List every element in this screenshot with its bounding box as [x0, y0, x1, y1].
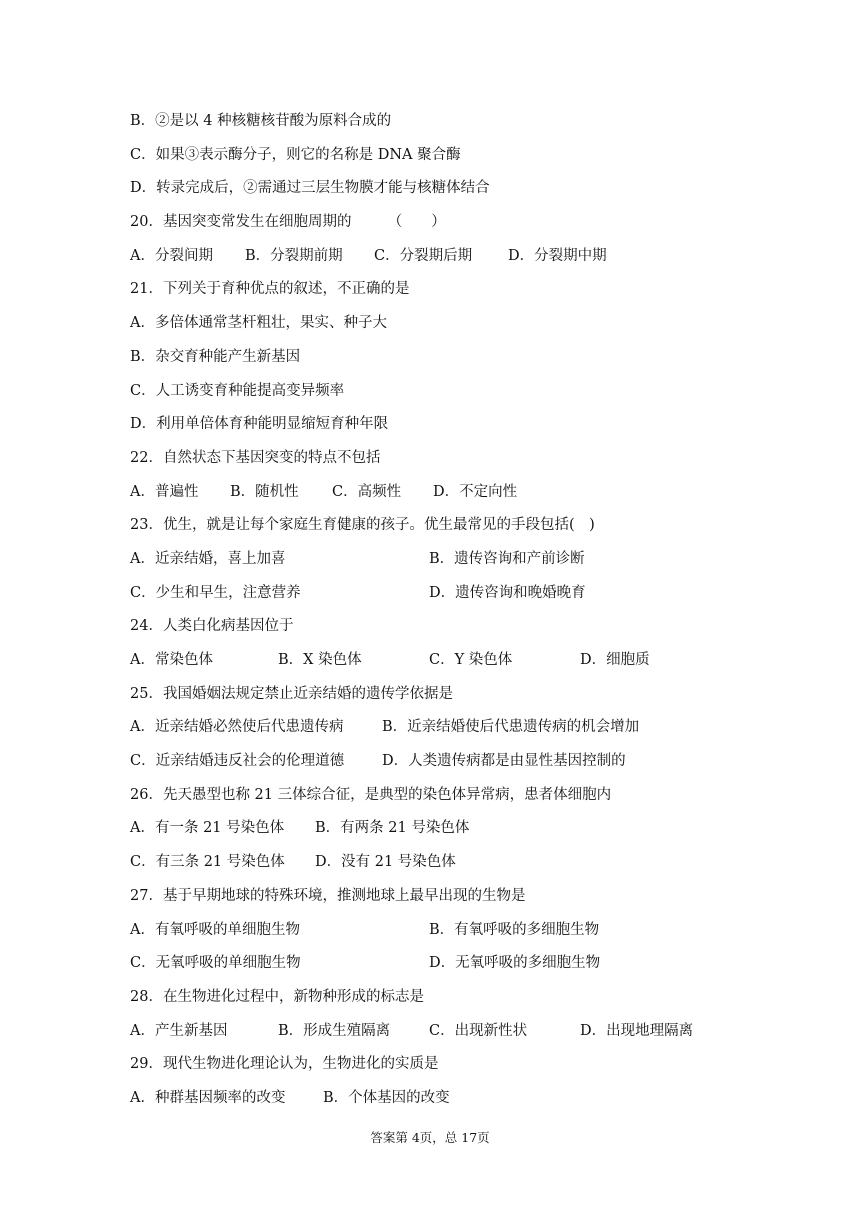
option-choice: B．有氧呼吸的多细胞生物 — [429, 921, 600, 938]
question-stem — [130, 986, 770, 1020]
question-stem — [130, 1053, 770, 1087]
options-row — [130, 649, 770, 683]
question-content — [130, 110, 770, 1121]
option-choice: D．出现地理隔离 — [580, 1022, 694, 1039]
option-choice: C．出现新性状 — [429, 1022, 528, 1039]
option-line — [130, 312, 770, 346]
line-text: B．②是以 4 种核糖核苷酸为原料合成的 — [130, 113, 392, 129]
option-choice: C．无氧呼吸的单细胞生物 — [130, 955, 301, 972]
option-choice: C．有三条 21 号染色体 — [130, 854, 285, 871]
option-choice: D．不定向性 — [433, 483, 518, 500]
option-choice: D．无氧呼吸的多细胞生物 — [429, 955, 601, 972]
option-choice: C．近亲结婚违反社会的伦理道德 — [130, 753, 345, 770]
line-text: 20．基因突变常发生在细胞周期的 （ ） — [130, 214, 446, 231]
line-text: 27．基于早期地球的特殊环境，推测地球上最早出现的生物是 — [130, 887, 526, 904]
line-text: C．人工诱变育种能提高变异频率 — [130, 382, 345, 399]
options-row — [130, 1087, 770, 1121]
options-row — [130, 245, 770, 279]
option-choice: A．普遍性 — [130, 483, 199, 500]
options-row — [130, 851, 770, 885]
question-stem — [130, 278, 770, 312]
options-row — [130, 716, 770, 750]
option-line — [130, 380, 770, 414]
option-choice: A．种群基因频率的改变 — [130, 1089, 286, 1106]
question-stem — [130, 784, 770, 818]
line-text: B．杂交育种能产生新基因 — [130, 348, 301, 365]
option-choice: B．形成生殖隔离 — [278, 1022, 391, 1039]
options-row — [130, 919, 770, 953]
option-choice: B．随机性 — [230, 483, 299, 500]
option-choice: D．没有 21 号染色体 — [315, 854, 456, 871]
option-line — [130, 346, 770, 380]
line-text: 29．现代生物进化理论认为，生物进化的实质是 — [130, 1056, 439, 1073]
line-text: 23．优生，就是让每个家庭生育健康的孩子。优生最常见的手段包括( ) — [130, 517, 595, 534]
options-row — [130, 817, 770, 851]
options-row — [130, 548, 770, 582]
option-choice: B．近亲结婚使后代患遗传病的机会增加 — [382, 719, 640, 736]
question-stem — [130, 885, 770, 919]
option-choice: B．有两条 21 号染色体 — [315, 820, 470, 837]
option-choice: C．分裂期后期 — [374, 247, 473, 264]
option-choice: B．遗传咨询和产前诊断 — [429, 550, 585, 567]
line-text: C．如果③表示酶分子，则它的名称是 DNA 聚合酶 — [130, 146, 461, 163]
option-choice: C．少生和早生，注意营养 — [130, 584, 301, 601]
line-text: 22．自然状态下基因突变的特点不包括 — [130, 449, 381, 466]
option-choice: D．遗传咨询和晚婚晚育 — [429, 584, 586, 601]
options-row — [130, 481, 770, 515]
options-row — [130, 952, 770, 986]
option-choice: D．人类遗传病都是由显性基因控制的 — [382, 753, 626, 770]
option-choice: A．分裂间期 — [130, 247, 213, 264]
option-choice: C．Y 染色体 — [429, 652, 513, 668]
option-choice: A．常染色体 — [130, 652, 213, 668]
option-choice: A．产生新基因 — [130, 1022, 228, 1039]
question-stem — [130, 211, 770, 245]
line-text: 25．我国婚姻法规定禁止近亲结婚的遗传学依据是 — [130, 685, 453, 702]
options-row — [130, 582, 770, 616]
option-choice: A．有氧呼吸的单细胞生物 — [130, 921, 300, 938]
option-choice: A．近亲结婚必然使后代患遗传病 — [130, 719, 344, 736]
page-footer: 答案第 4页，总 17页 — [370, 1130, 490, 1145]
line-text: D．转录完成后，②需通过三层生物膜才能与核糖体结合 — [130, 180, 490, 197]
line-text: D．利用单倍体育种能明显缩短育种年限 — [130, 416, 389, 433]
option-choice: B．个体基因的改变 — [323, 1089, 450, 1106]
question-stem — [130, 514, 770, 548]
option-choice: D．细胞质 — [580, 652, 650, 668]
question-stem — [130, 683, 770, 717]
option-choice: B．X 染色体 — [278, 652, 362, 668]
option-line — [130, 144, 770, 178]
line-text: 26．先天愚型也称 21 三体综合征，是典型的染色体异常病，患者体细胞内 — [130, 786, 612, 803]
option-line — [130, 413, 770, 447]
options-row — [130, 1020, 770, 1054]
option-choice: D．分裂期中期 — [508, 247, 607, 264]
options-row — [130, 750, 770, 784]
option-line — [130, 177, 770, 211]
option-line — [130, 110, 770, 144]
line-text: 28．在生物进化过程中，新物种形成的标志是 — [130, 988, 424, 1005]
line-text: 24．人类白化病基因位于 — [130, 618, 294, 635]
line-text: A．多倍体通常茎杆粗壮，果实、种子大 — [130, 315, 387, 332]
line-text: 21．下列关于育种优点的叙述，不正确的是 — [130, 281, 410, 298]
option-choice: A．近亲结婚，喜上加喜 — [130, 550, 286, 567]
option-choice: A．有一条 21 号染色体 — [130, 820, 285, 837]
question-stem — [130, 615, 770, 649]
question-stem — [130, 447, 770, 481]
option-choice: C．高频性 — [332, 483, 402, 500]
option-choice: B．分裂期前期 — [245, 247, 343, 264]
